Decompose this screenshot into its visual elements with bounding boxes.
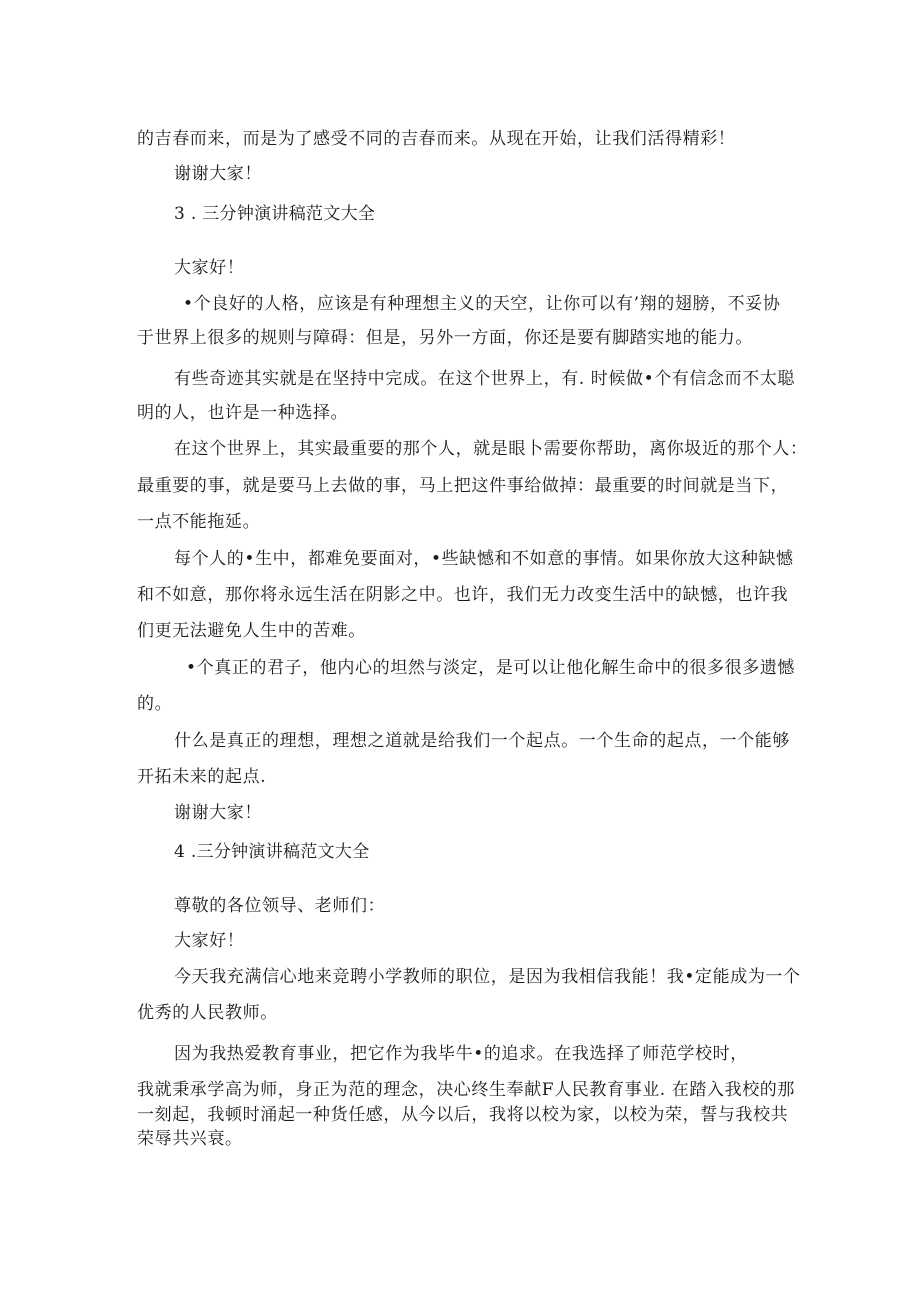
- salutation-line: 尊敬的各位领导、老师们：: [174, 896, 386, 916]
- paragraph-line: 最重要的事，就是要马上去做的事，马上把这件事给做掉：最重要的时间就是当下，: [137, 476, 789, 496]
- paragraph-line: 优秀的人民教师。: [137, 1003, 278, 1023]
- paragraph-line: 开拓未来的起点.: [137, 767, 267, 787]
- paragraph-line: 们更无法避免人生中的苦难。: [137, 621, 366, 641]
- section-heading: 3 . 三分钟演讲稿范文大全: [174, 204, 376, 224]
- greeting-line: 大家好！: [174, 258, 245, 278]
- paragraph-line: 荣辱共兴衰。: [137, 1129, 243, 1149]
- paragraph-line: 有些奇迹其实就是在坚持中完成。在这个世界上，有. 时候做•个有信念而不太聪: [174, 369, 796, 389]
- paragraph-line: •个真正的君子，他内心的坦然与淡定，是可以让他化解生命中的很多很多遗憾: [186, 658, 796, 678]
- paragraph-line: 一点不能拖延。: [137, 512, 261, 532]
- paragraph-line: 和不如意，那你将永远生活在阴影之中。也许，我们无力改变生活中的缺憾，也许我: [137, 585, 789, 605]
- paragraph-line: 一刻起，我顿时涌起一种货任感，从今以后，我将以校为家，以校为荣，誓与我校共: [137, 1105, 789, 1125]
- paragraph-line: •个良好的人格，应该是有种理想主义的天空，让你可以有’翔的翅膀，不妥协: [183, 294, 781, 314]
- closing-line: 谢谢大家！: [174, 164, 262, 184]
- section-heading: 4 .三分钟演讲稿范文大全: [174, 842, 370, 862]
- paragraph-line: 我就秉承学高为师，身正为范的理念，决心终生奉献F人民教育事业. 在踏入我校的那: [137, 1080, 796, 1100]
- paragraph-line: 因为我热爱教育事业，把它作为我毕牛•的追求。在我选择了师范学校时，: [174, 1044, 748, 1064]
- paragraph-line: 每个人的•生中，都难免要面对，•些缺憾和不如意的事情。如果你放大这种缺憾: [174, 549, 794, 569]
- paragraph-line: 于世界上很多的规则与障碍：但是，另外一方面，你还是要有脚踏实地的能力。: [137, 328, 753, 348]
- paragraph-line: 的。: [137, 694, 173, 714]
- paragraph-line: 什么是真正的理想，理想之道就是给我们一个起点。一个生命的起点，一个能够: [174, 731, 790, 751]
- paragraph-line: 明的人，也许是一种选择。: [137, 403, 349, 423]
- paragraph-line: 在这个世界上，其实最重要的那个人，就是眼卜需要你帮助，离你圾近的那个人：: [174, 439, 808, 459]
- closing-line: 谢谢大家！: [174, 803, 262, 823]
- paragraph-line: 今天我充满信心地来竞聘小学教师的职位，是因为我相信我能！我•定能成为一个: [174, 967, 801, 987]
- greeting-line: 大家好！: [174, 931, 245, 951]
- paragraph-line: 的吉春而来，而是为了感受不同的吉春而来。从现在开始，让我们活得精彩！: [137, 129, 736, 149]
